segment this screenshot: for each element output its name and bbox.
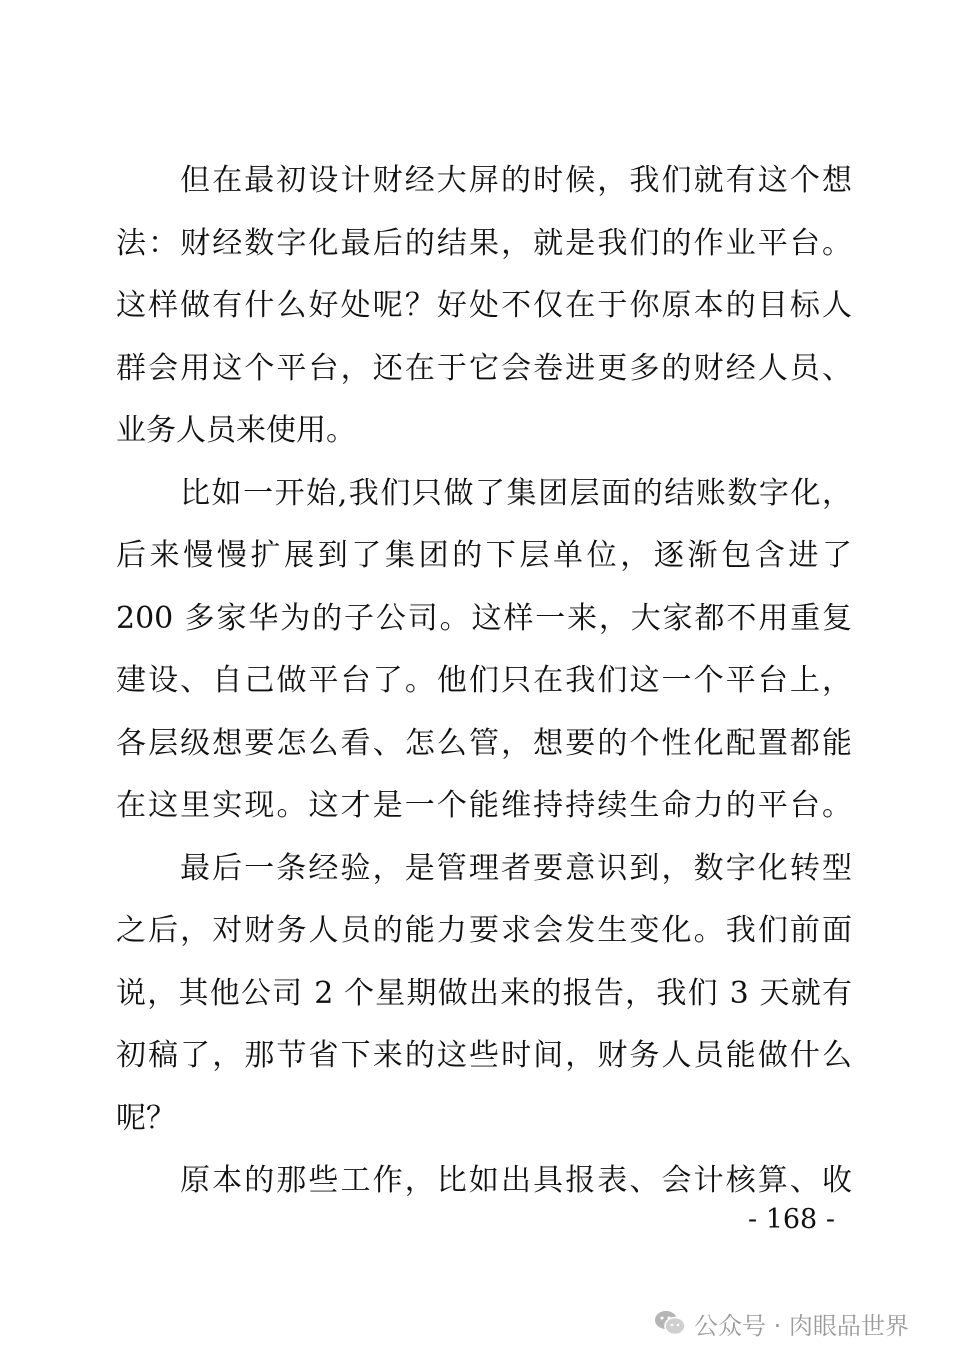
text-line: 说，其他公司 2 个星期做出来的报告，我们 3 天就有 bbox=[116, 975, 852, 1011]
text-line: 最后一条经验，是管理者要意识到，数字化转型 bbox=[180, 850, 852, 886]
text-line: 初稿了，那节省下来的这些时间，财务人员能做什么 bbox=[116, 1038, 852, 1073]
text-line: 这样做有什么好处呢？好处不仅在于你原本的目标人 bbox=[116, 288, 852, 323]
text-line: 之后，对财务人员的能力要求会发生变化。我们前面 bbox=[116, 913, 852, 948]
watermark bbox=[654, 1303, 909, 1343]
watermark-text: 公众号 · 肉眼品世界 bbox=[694, 1311, 909, 1340]
text-line: 原本的那些工作，比如出具报表、会计核算、收 bbox=[180, 1163, 852, 1198]
text-line: 各层级想要怎么看、怎么管，想要的个性化配置都能 bbox=[116, 725, 852, 761]
wechat-icon bbox=[654, 1309, 686, 1337]
text-line: 后来慢慢扩展到了集团的下层单位，逐渐包含进了 bbox=[116, 538, 852, 573]
text-line: 在这里实现。这才是一个能维持持续生命力的平台。 bbox=[116, 788, 852, 823]
text-line: 呢？ bbox=[116, 1100, 176, 1136]
page-number: - 168 - bbox=[748, 1204, 835, 1235]
text-line: 建设、自己做平台了。他们只在我们这一个平台上， bbox=[116, 663, 852, 698]
text-line: 群会用这个平台，还在于它会卷进更多的财经人员、 bbox=[116, 350, 852, 386]
text-line: 法：财经数字化最后的结果，就是我们的作业平台。 bbox=[116, 225, 852, 261]
text-line: 业务人员来使用。 bbox=[116, 413, 356, 448]
page-body bbox=[116, 150, 852, 1213]
text-line: 比如一开始,我们只做了集团层面的结账数字化， bbox=[180, 475, 852, 511]
text-line: 但在最初设计财经大屏的时候，我们就有这个想 bbox=[180, 163, 852, 198]
text-line: 200 多家华为的子公司。这样一来，大家都不用重复 bbox=[116, 600, 852, 636]
